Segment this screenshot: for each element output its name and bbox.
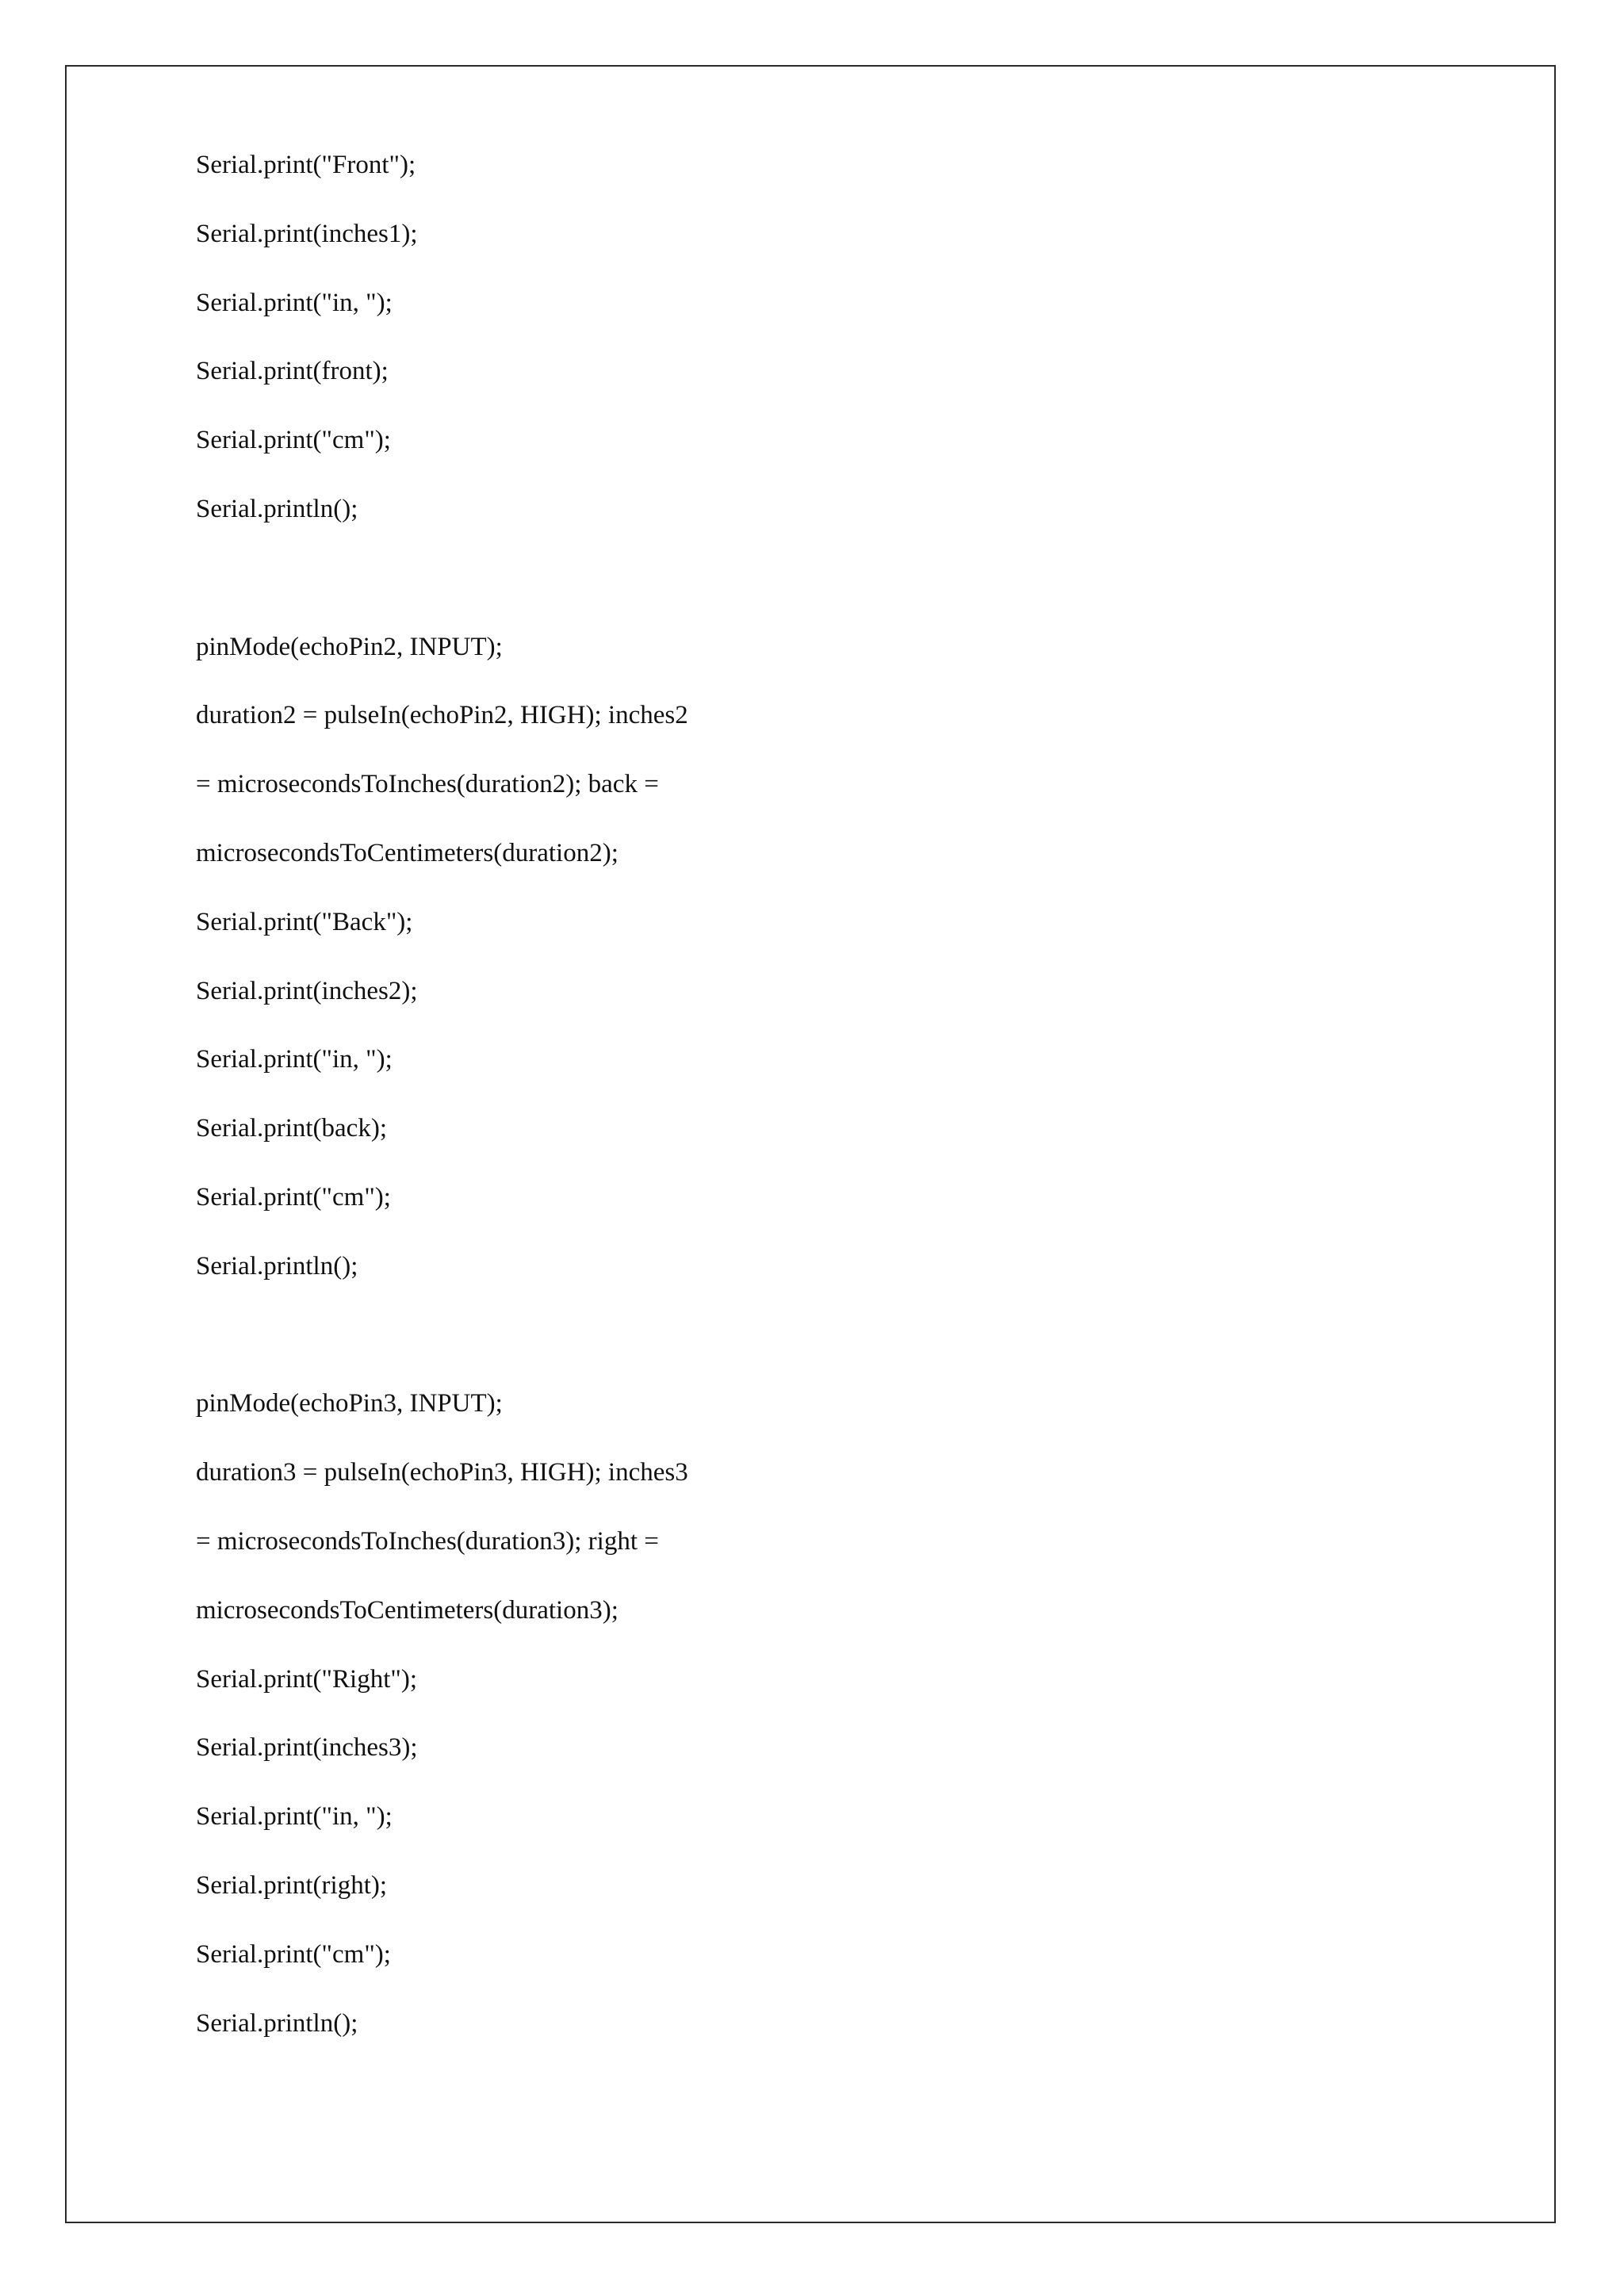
code-line: Serial.print("cm"); (196, 426, 391, 455)
code-line: Serial.print(inches1); (196, 219, 418, 248)
code-line: Serial.print("cm"); (196, 1182, 391, 1212)
blank-line (196, 560, 688, 629)
code-line: Serial.print(inches3); (196, 1733, 418, 1763)
code-line: Serial.print("in, "); (196, 1045, 393, 1074)
code-line: pinMode(echoPin2, INPUT); (196, 632, 503, 661)
code-line: Serial.println(); (196, 494, 358, 523)
code-line: Serial.print("cm"); (196, 1939, 391, 1969)
code-line: Serial.print("Right"); (196, 1664, 417, 1694)
code-line: microsecondsToCentimeters(duration2); (196, 838, 619, 867)
code-line: Serial.print(right); (196, 1870, 388, 1900)
code-line: = microsecondsToInches(duration3); right = (196, 1526, 659, 1556)
blank-line (196, 1317, 688, 1386)
code-line: Serial.print("Front"); (196, 151, 416, 179)
code-line: Serial.print(front); (196, 357, 389, 386)
code-line: Serial.print("Back"); (196, 907, 413, 936)
code-line: Serial.print("in, "); (196, 288, 393, 317)
code-line: duration3 = pulseIn(echoPin3, HIGH); inches3 (196, 1458, 688, 1487)
code-line: Serial.println(); (196, 2008, 358, 2038)
code-line: microsecondsToCentimeters(duration3); (196, 1595, 619, 1625)
code-line: Serial.print(inches2); (196, 976, 418, 1005)
code-line: Serial.println(); (196, 1251, 358, 1280)
code-line: Serial.print(back); (196, 1114, 387, 1143)
code-line: duration2 = pulseIn(echoPin2, HIGH); inches2 (196, 701, 688, 730)
code-line: Serial.print("in, "); (196, 1802, 393, 1832)
code-listing (196, 147, 688, 2073)
code-line: pinMode(echoPin3, INPUT); (196, 1389, 503, 1418)
code-line: = microsecondsToInches(duration2); back = (196, 770, 659, 799)
